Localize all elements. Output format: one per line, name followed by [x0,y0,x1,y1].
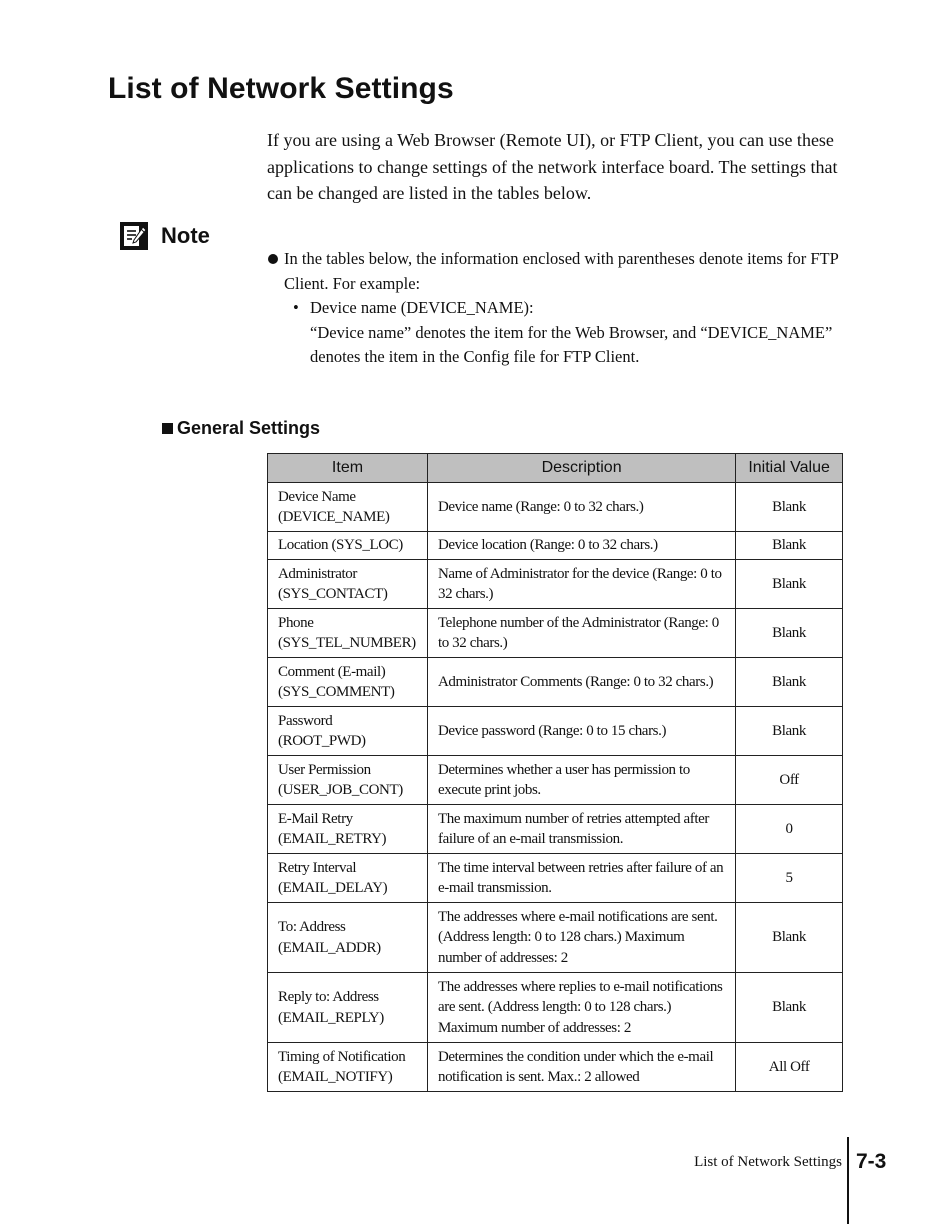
cell-description: The maximum number of retries attempted after failure of an e-mail transmission. [427,805,735,854]
table-row [268,1043,843,1092]
note-heading [119,220,210,252]
cell-description: Device location (Range: 0 to 32 chars.) [427,532,735,560]
cell-description: The addresses where e-mail notifications are sent. (Address length: 0 to 128 chars.) Maximum number of addresses: 2 [427,903,735,973]
cell-initial-value: Blank [736,609,843,658]
table-row [268,483,843,532]
table-row [268,707,843,756]
cell-initial-value: Blank [736,658,843,707]
cell-item: Timing of Notification (EMAIL_NOTIFY) [268,1043,428,1092]
cell-initial-value: Blank [736,903,843,973]
cell-description: Device password (Range: 0 to 15 chars.) [427,707,735,756]
general-settings-table [267,453,843,1092]
footer-section-name: List of Network Settings [694,1154,842,1170]
cell-item: Phone (SYS_TEL_NUMBER) [268,609,428,658]
note-sub-line-1: Device name (DEVICE_NAME): [310,298,534,317]
table-row [268,903,843,973]
cell-initial-value: Blank [736,560,843,609]
sub-bullet-marker: • [293,298,299,317]
table-row [268,532,843,560]
footer-divider [847,1137,849,1224]
cell-initial-value: 0 [736,805,843,854]
note-pencil-icon [119,221,149,251]
page-title: List of Network Settings [108,72,454,105]
cell-initial-value: Blank [736,483,843,532]
section-title: General Settings [177,418,321,438]
table-row [268,609,843,658]
cell-item: To: Address (EMAIL_ADDR) [268,903,428,973]
cell-initial-value: Blank [736,532,843,560]
table-row [268,756,843,805]
header-description: Description [427,454,735,483]
note-sub-line-2: “Device name” denotes the item for the Web Browser, and “DEVICE_NAME” denotes the item in the Config file for FTP Client. [310,322,833,366]
header-item: Item [268,454,428,483]
table-row [268,973,843,1043]
cell-item: E-Mail Retry (EMAIL_RETRY) [268,805,428,854]
note-body [267,247,857,370]
bullet-dot-icon [268,254,278,264]
note-bullet [267,247,857,296]
cell-description: The time interval between retries after failure of an e-mail transmission. [427,854,735,903]
note-sub-bullet [267,296,857,370]
cell-item: Reply to: Address (EMAIL_REPLY) [268,973,428,1043]
cell-description: Telephone number of the Administrator (Range: 0 to 32 chars.) [427,609,735,658]
cell-initial-value: Blank [736,973,843,1043]
header-initial-value: Initial Value [736,454,843,483]
cell-description: Name of Administrator for the device (Range: 0 to 32 chars.) [427,560,735,609]
page-number: 7-3 [856,1150,887,1173]
cell-initial-value: Blank [736,707,843,756]
cell-description: The addresses where replies to e-mail notifications are sent. (Address length: 0 to 128 chars.) Maximum number of addresses: 2 [427,973,735,1043]
section-heading [162,418,320,439]
cell-item: Password (ROOT_PWD) [268,707,428,756]
cell-initial-value: Off [736,756,843,805]
square-bullet-icon [162,423,173,434]
cell-item: Administrator (SYS_CONTACT) [268,560,428,609]
note-label: Note [161,223,210,248]
table-header-row [268,454,843,483]
table-row [268,805,843,854]
cell-description: Determines the condition under which the e-mail notification is sent. Max.: 2 allowed [427,1043,735,1092]
cell-item: Device Name (DEVICE_NAME) [268,483,428,532]
cell-description: Device name (Range: 0 to 32 chars.) [427,483,735,532]
cell-initial-value: All Off [736,1043,843,1092]
table-row [268,658,843,707]
intro-paragraph: If you are using a Web Browser (Remote UI), or FTP Client, you can use these applications to change settings of the network interface board. The settings that can be changed are listed in the tables below. [267,130,838,203]
cell-initial-value: 5 [736,854,843,903]
note-bullet-text: In the tables below, the information enclosed with parentheses denote items for FTP Client. For example: [284,249,839,293]
cell-item: User Permission (USER_JOB_CONT) [268,756,428,805]
cell-description: Administrator Comments (Range: 0 to 32 chars.) [427,658,735,707]
table-row [268,854,843,903]
table-row [268,560,843,609]
cell-item: Retry Interval (EMAIL_DELAY) [268,854,428,903]
cell-description: Determines whether a user has permission to execute print jobs. [427,756,735,805]
cell-item: Comment (E-mail) (SYS_COMMENT) [268,658,428,707]
cell-item: Location (SYS_LOC) [268,532,428,560]
